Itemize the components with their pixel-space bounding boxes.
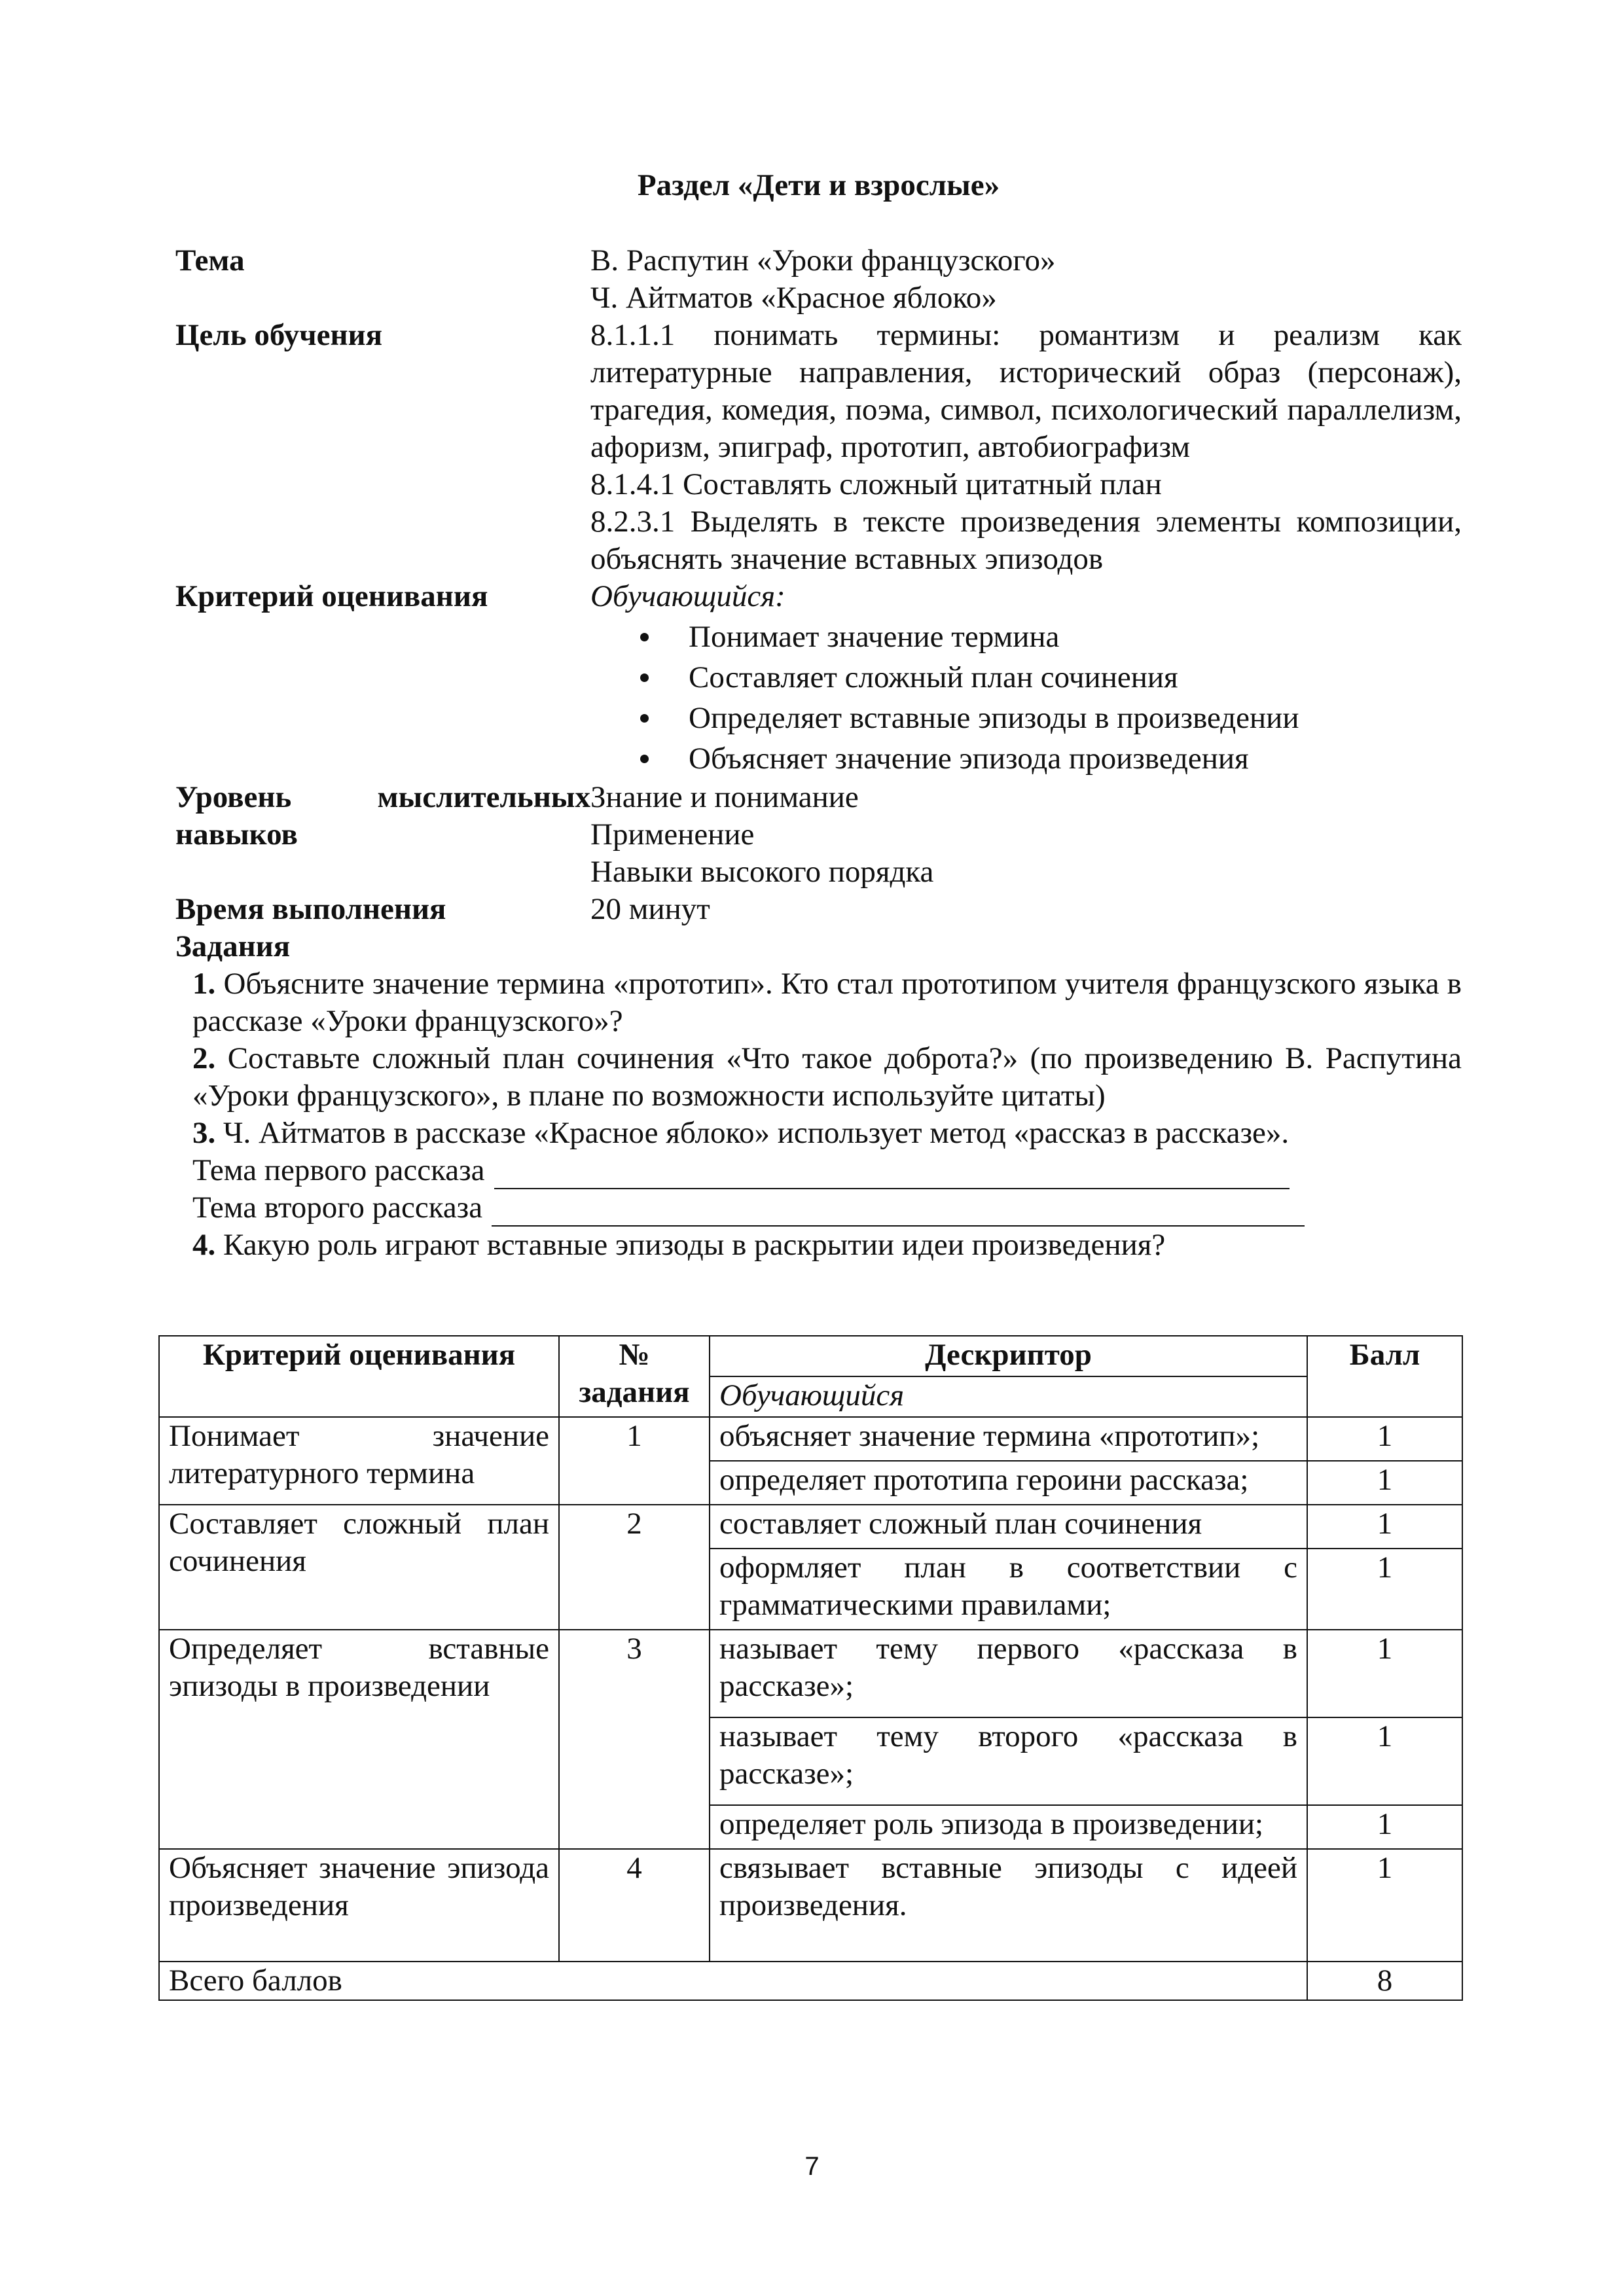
header-descriptor-sub: Обучающийся xyxy=(710,1376,1307,1417)
skills-label: Уровень мыслительных навыков xyxy=(175,780,590,852)
goal-item: 8.1.1.1 понимать термины: романтизм и реализм как литературные направления, исторический образ (персонаж), трагедия, комедия, поэма, символ, психологический параллелизм, афоризм, эпиграф, прототип, автобиографизм xyxy=(590,318,1462,464)
answer-blank[interactable] xyxy=(494,1158,1290,1189)
theme-line: В. Распутин «Уроки французского» xyxy=(590,243,1056,278)
lesson-meta xyxy=(175,242,1462,928)
descriptor-cell: оформляет план в соответствии с грамматическими правилами; xyxy=(710,1549,1307,1630)
score-cell: 1 xyxy=(1307,1549,1462,1630)
table-row xyxy=(159,1849,1462,1962)
skills-line: Знание и понимание xyxy=(590,780,859,814)
header-descriptor: Дескриптор xyxy=(710,1336,1307,1376)
total-label: Всего баллов xyxy=(159,1962,1307,2000)
criteria-item: Объясняет значение эпизода произведения xyxy=(590,738,1462,779)
page-number: 7 xyxy=(804,2152,820,2181)
criterion-cell: Понимает значение литературного термина xyxy=(159,1417,559,1505)
assessment-rubric-table xyxy=(158,1335,1463,2001)
task-item xyxy=(175,1115,1462,1152)
theme-line: Ч. Айтматов «Красное яблоко» xyxy=(590,281,997,315)
tasks-heading: Задания xyxy=(175,929,291,963)
skills-row xyxy=(175,779,1462,891)
goal-value xyxy=(590,317,1462,578)
skills-line: Применение xyxy=(590,817,755,852)
worksheet-page xyxy=(169,167,1462,1998)
section-title: Раздел «Дети и взрослые» xyxy=(637,168,1000,202)
criteria-item: Понимает значение термина xyxy=(590,617,1462,657)
descriptor-cell: называет тему второго «рассказа в рассказе»; xyxy=(710,1717,1307,1805)
task-text: Какую роль играют вставные эпизоды в раскрытии идеи произведения? xyxy=(223,1228,1166,1262)
descriptor-cell: называет тему первого «рассказа в рассказе»; xyxy=(710,1630,1307,1717)
score-cell: 1 xyxy=(1307,1461,1462,1505)
header-score: Балл xyxy=(1307,1336,1462,1417)
task-number: 2. xyxy=(192,1041,216,1075)
task-number-cell: 1 xyxy=(559,1417,710,1505)
time-row xyxy=(175,891,1462,928)
descriptor-cell: объясняет значение термина «прототип»; xyxy=(710,1417,1307,1461)
theme-row xyxy=(175,242,1462,317)
answer-label: Тема второго рассказа xyxy=(192,1191,483,1225)
task-item xyxy=(175,1040,1462,1115)
goal-label: Цель обучения xyxy=(175,318,383,352)
score-cell: 1 xyxy=(1307,1417,1462,1461)
criteria-item: Определяет вставные эпизоды в произведении xyxy=(590,698,1462,738)
header-task-number-bottom: задания xyxy=(579,1375,690,1409)
score-cell: 1 xyxy=(1307,1630,1462,1717)
descriptor-cell: связывает вставные эпизоды с идеей произведения. xyxy=(710,1849,1307,1962)
criteria-value xyxy=(590,578,1462,779)
task-number: 4. xyxy=(192,1228,216,1262)
total-row xyxy=(159,1962,1462,2000)
skills-line: Навыки высокого порядка xyxy=(590,855,934,889)
criteria-item: Составляет сложный план сочинения xyxy=(590,657,1462,698)
header-task-number-top: № xyxy=(619,1338,650,1372)
score-cell: 1 xyxy=(1307,1805,1462,1849)
task-number-cell: 4 xyxy=(559,1849,710,1962)
task-text: Объясните значение термина «прототип». Кто стал прототипом учителя французского языка в рассказе «Уроки французского»? xyxy=(192,967,1462,1038)
task-number-cell: 3 xyxy=(559,1630,710,1849)
criteria-list xyxy=(590,617,1462,779)
skills-value xyxy=(590,779,1462,891)
task-item xyxy=(175,1227,1462,1264)
table-row xyxy=(159,1630,1462,1717)
score-cell: 1 xyxy=(1307,1717,1462,1805)
time-value: 20 минут xyxy=(590,892,710,926)
task-text: Составьте сложный план сочинения «Что такое доброта?» (по произведению В. Распутина «Уроки французского», в плане по возможности используйте цитаты) xyxy=(192,1041,1462,1113)
header-task-number xyxy=(559,1336,710,1417)
descriptor-cell: определяет роль эпизода в произведении; xyxy=(710,1805,1307,1849)
criteria-row xyxy=(175,578,1462,779)
answer-label: Тема первого рассказа xyxy=(192,1153,485,1187)
task-number: 1. xyxy=(192,967,216,1001)
theme-value xyxy=(590,242,1462,317)
task-number: 3. xyxy=(192,1116,216,1150)
score-cell: 1 xyxy=(1307,1849,1462,1962)
goal-item: 8.2.3.1 Выделять в тексте произведения элементы композиции, объяснять значение вставных эпизодов xyxy=(590,505,1462,576)
criterion-cell: Объясняет значение эпизода произведения xyxy=(159,1849,559,1962)
criterion-cell: Составляет сложный план сочинения xyxy=(159,1505,559,1630)
task-item xyxy=(175,965,1462,1040)
answer-line-second xyxy=(175,1189,1462,1227)
score-cell: 1 xyxy=(1307,1505,1462,1549)
header-criterion: Критерий оценивания xyxy=(159,1336,559,1417)
task-number-cell: 2 xyxy=(559,1505,710,1630)
total-value: 8 xyxy=(1307,1962,1462,2000)
goal-row xyxy=(175,317,1462,578)
rubric-header-row xyxy=(159,1336,1462,1376)
goal-item: 8.1.4.1 Составлять сложный цитатный план xyxy=(590,467,1162,501)
answer-blank[interactable] xyxy=(492,1195,1305,1227)
answer-line-first xyxy=(175,1152,1462,1189)
criteria-label: Критерий оценивания xyxy=(175,579,488,613)
task-text: Ч. Айтматов в рассказе «Красное яблоко» использует метод «рассказ в рассказе». xyxy=(223,1116,1290,1150)
criterion-cell: Определяет вставные эпизоды в произведении xyxy=(159,1630,559,1849)
theme-label: Тема xyxy=(175,243,245,278)
criteria-intro: Обучающийся: xyxy=(590,579,785,613)
descriptor-cell: составляет сложный план сочинения xyxy=(710,1505,1307,1549)
descriptor-cell: определяет прототипа героини рассказа; xyxy=(710,1461,1307,1505)
table-row xyxy=(159,1505,1462,1549)
time-label: Время выполнения xyxy=(175,892,446,926)
table-row xyxy=(159,1417,1462,1461)
